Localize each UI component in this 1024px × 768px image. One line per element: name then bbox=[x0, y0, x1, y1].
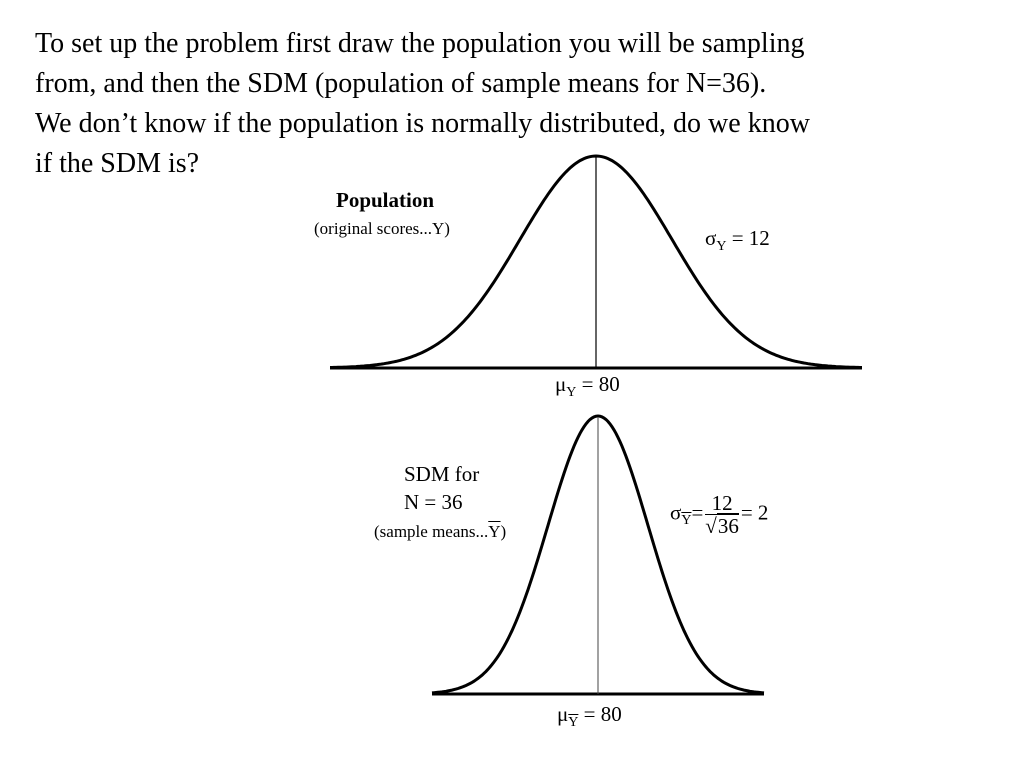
fraction-denominator bbox=[705, 515, 739, 537]
population-subtitle: (original scores...Y) bbox=[314, 219, 450, 238]
slide-text-line-4: if the SDM is? bbox=[35, 148, 200, 179]
mu-symbol: μ bbox=[555, 372, 567, 396]
mu-value: = 80 bbox=[583, 702, 622, 726]
population-sigma-label bbox=[705, 226, 770, 254]
population-title: Population bbox=[336, 188, 435, 212]
sqrt-symbol: √ bbox=[705, 514, 717, 538]
mu-subscript: Y bbox=[566, 385, 577, 400]
sigma-symbol: σ bbox=[670, 500, 682, 525]
sdm-title-line-1: SDM for bbox=[404, 462, 480, 486]
sigma-result: = 2 bbox=[740, 500, 769, 525]
slide-text-line-2: from, and then the SDM (population of sample means for N=36). bbox=[35, 68, 767, 99]
population-mean-label bbox=[555, 372, 620, 400]
equals-sign: = bbox=[691, 500, 704, 525]
sigma-subscript: Y bbox=[716, 239, 727, 254]
sigma-fraction bbox=[705, 492, 739, 537]
mu-value: = 80 bbox=[581, 372, 620, 396]
sdm-title-line-2: N = 36 bbox=[404, 490, 463, 514]
sigma-subscript: Y bbox=[681, 513, 692, 529]
sdm-subtitle-var: $\overline{Y}$ bbox=[488, 522, 501, 541]
sigma-value: = 12 bbox=[731, 226, 770, 250]
sqrt-radicand: 36 bbox=[717, 514, 739, 538]
mu-symbol: μ bbox=[557, 702, 569, 726]
sdm-sigma-label bbox=[670, 492, 768, 537]
sdm-subtitle-prefix: (sample means... bbox=[374, 522, 489, 541]
sdm-subtitle-suffix: ) bbox=[500, 522, 507, 541]
sigma-symbol: σ bbox=[705, 226, 717, 250]
slide-text-line-3: We don’t know if the population is normally distributed, do we know bbox=[35, 108, 810, 139]
fraction-numerator: 12 bbox=[705, 492, 739, 515]
sdm-mean-label bbox=[557, 702, 622, 730]
mu-subscript: Y bbox=[568, 715, 579, 730]
slide-text-line-1: To set up the problem first draw the population you will be sampling bbox=[35, 28, 805, 59]
sdm-subtitle bbox=[374, 522, 506, 542]
